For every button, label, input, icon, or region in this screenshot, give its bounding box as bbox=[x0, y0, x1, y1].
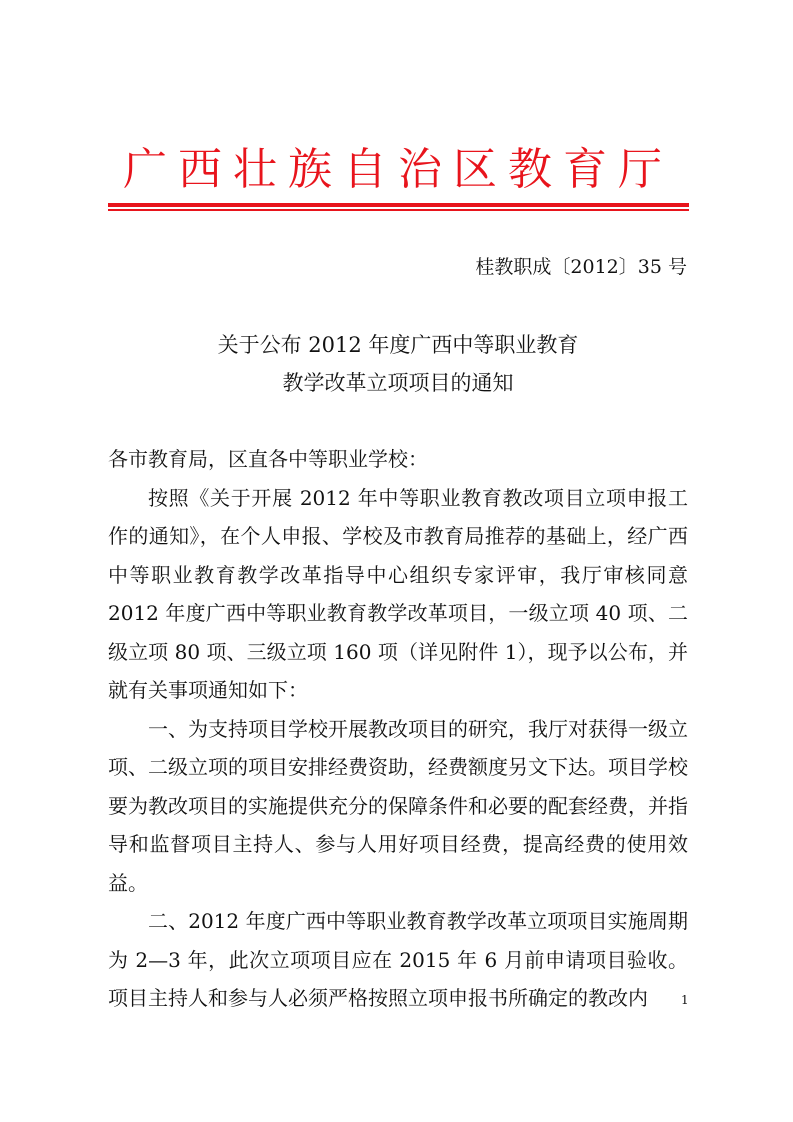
page-number: 1 bbox=[681, 993, 689, 1007]
paragraph-1: 按照《关于开展 2012 年中等职业教育教改项目立项申报工作的通知》，在个人申报、学校及市教育局推荐的基础上，经广西中等职业教育教学改革指导中心组织专家评审，我厅审核同意 2012 年度广西中等职业教育教学改革项目，一级立项 40 项、二级立项 80 项、三级立项 160 项（详见附件 1），现予以公布，并就有关事项通知如下： bbox=[108, 485, 688, 702]
document-body bbox=[108, 440, 688, 1018]
document-number: 桂教职成〔2012〕35 号 bbox=[475, 256, 687, 278]
paragraph-3: 二、2012 年度广西中等职业教育教学改革立项项目实施周期为 2—3 年，此次立项项目应在 2015 年 6 月前申请项目验收。项目主持人和参与人必须严格按照立项申报书所确定的教改内 bbox=[108, 909, 688, 1010]
title-line-1: 关于公布 2012 年度广西中等职业教育 bbox=[217, 333, 579, 357]
paragraph-2: 一、为支持项目学校开展教改项目的研究，我厅对获得一级立项、二级立项的项目安排经费资助，经费额度另文下达。项目学校要为教改项目的实施提供充分的保障条件和必要的配套经费，并指导和监督项目主持人、参与人用好项目经费，提高经费的使用效益。 bbox=[108, 716, 688, 895]
document-title bbox=[108, 326, 688, 402]
org-masthead: 广西壮族自治区教育厅 bbox=[123, 144, 673, 195]
title-line-2: 教学改革立项项目的通知 bbox=[282, 371, 514, 395]
masthead-rule-thin bbox=[108, 209, 689, 211]
salutation: 各市教育局，区直各中等职业学校： bbox=[108, 447, 428, 471]
masthead-rule-thick bbox=[108, 203, 689, 207]
